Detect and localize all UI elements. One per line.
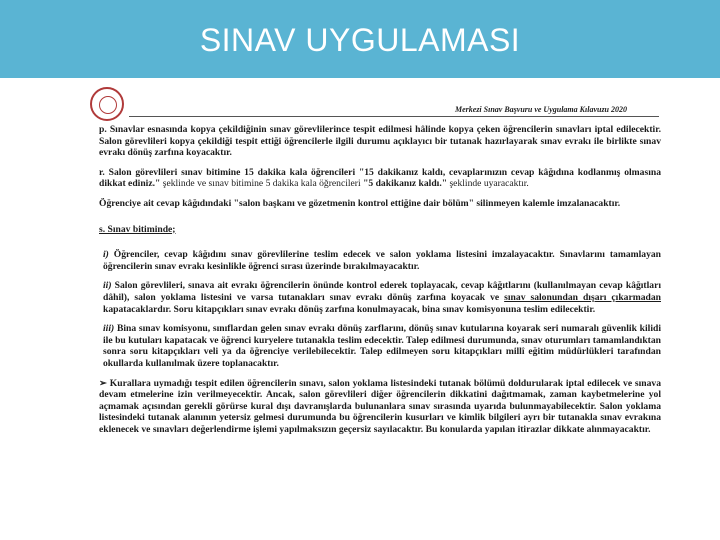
title-banner [0, 0, 720, 78]
document-header-title: Merkezi Sınav Başvuru ve Uygulama Kılavuzu 2020 [454, 105, 627, 114]
ministry-seal-icon [90, 87, 124, 121]
paragraph-r-label: r. [99, 166, 105, 178]
paragraph-i-text: Öğrenciler, cevap kâğıdını sınav görevlilerine teslim edecek ve salon yoklama listesini imzalayacaktır. Sınavlarını tamamlayan öğrencilerin sınav evrakı kesinlikle öğrenci sırası üzerinde bırakılmayacaktır. [103, 249, 661, 272]
paragraph-iii-label: iii) [103, 323, 115, 335]
paragraph-i-label: i) [103, 249, 109, 261]
section-s-heading: s. Sınav bitiminde; [99, 223, 176, 235]
paragraph-r-text-1: Salon görevlileri sınav bitimine 15 dakika kala öğrencileri [108, 166, 356, 178]
document-image [85, 84, 665, 536]
final-paragraph: ➢ Kurallara uymadığı tespit edilen öğrencilerin sınavı, salon yoklama listesindeki tutanak bölümü doldurularak iptal edilecek ve sınava devam etmelerine izin verilmeyecektir. Ancak, salon görevlileri diğer öğrencilerin dikkatini dağıtmamak, zaman kaybetmelerine yol açmamak açısından gerekli görürse kural dışı davranışlarda bulunanlara sınav sırasında uyarıda bulunmayabilecektir. Salon yoklama listesindeki tutanak alanının yetersiz gelmesi durumunda bu öğrencilerin kusurları ve kimlik bilgileri ayrı bir tutanakla sınav evrakına eklenecek ve sınavları değerlendirme işlemi yapılmaksızın geçersiz sayılacaktır. Bu konularda yapılan itirazlar dikkate alınmayacaktır. [99, 377, 661, 435]
paragraph-r-text-2: şeklinde ve sınav bitimine 5 dakika kala öğrencileri [162, 178, 361, 190]
paragraph-r-text-3: şeklinde uyaracaktır. [449, 178, 529, 190]
paragraph-ii [99, 280, 661, 315]
paragraph-ii-text-2: kapatacaklardır. Soru kitapçıkları sınav evrakı dönüş zarfına konulmayacak, bina sınav komisyonuna teslim edilecektir. [103, 303, 596, 315]
paragraph-p-label: p. [99, 124, 107, 135]
paragraph-iii-text: Bina sınav komisyonu, sınıflardan gelen sınav evrakı dönüş zarflarını, dönüş sınav kutularına koyarak seri numaralı güvenlik kilidi ile bu kutuları kapatacak ve öğrenci kuryelere tutanakla teslim edecektir. Talep edilmesi durumunda, sınav oturumları tamamlandıktan sonra soru kitapçıkları veli ya da öğrenciye verilebilecektir. Talep edilmeyen soru kitapçıkları millî eğitim müdürlükleri tarafından okullarda kullanılmak üzere toplanacaktır. [103, 323, 661, 369]
paragraph-r-bold-1: "15 dakikanız kaldı, cevaplarınızın cevap kâğıdına kodlanmış olmasına dikkat ediniz." [99, 166, 661, 190]
paragraph-ii-label: ii) [103, 280, 112, 292]
paragraph-p [99, 124, 661, 159]
slide-title: SINAV UYGULAMASI [199, 22, 521, 58]
paragraph-ii-bold: sınav salonundan dışarı çıkarmadan [504, 291, 661, 303]
answer-sheet-paragraph: Öğrenciye ait cevap kâğıdındaki "salon başkanı ve gözetmenin kontrol ettiğine dair bölüm" silinmeyen kalemle imzalanacaktır. [99, 197, 621, 209]
paragraph-p-text: Sınavlar esnasında kopya çekildiğinin sınav görevlilerince tespit edilmesi hâlinde kopya çeken öğrencilerin sınavları iptal edilecektir. Salon görevlileri kopya çekildiği tespit ettiği öğrencilerle ilgili durumu açıklayıcı bir tutanak hazırlayarak sınav evrakı ile birlikte sınav evrakı dönüş zarfına koyacaktır. [99, 124, 661, 159]
paragraph-ii-text-1: Salon görevlileri, sınava ait evrakı öğrencilerin önünde kontrol ederek toplayacak, cevap kâğıtlarını (kullanılmayan cevap kâğıtları dâhil), salon yoklama listesini ve varsa tutanakları sınav evrakı dönüş zarfına koyacak ve [103, 280, 661, 303]
header-divider [129, 116, 659, 117]
paragraph-i [99, 249, 661, 272]
document-body [99, 124, 661, 443]
paragraph-r [99, 167, 661, 190]
paragraph-iii [99, 323, 661, 369]
paragraph-r-bold-2: "5 dakikanız kaldı." [363, 178, 448, 190]
